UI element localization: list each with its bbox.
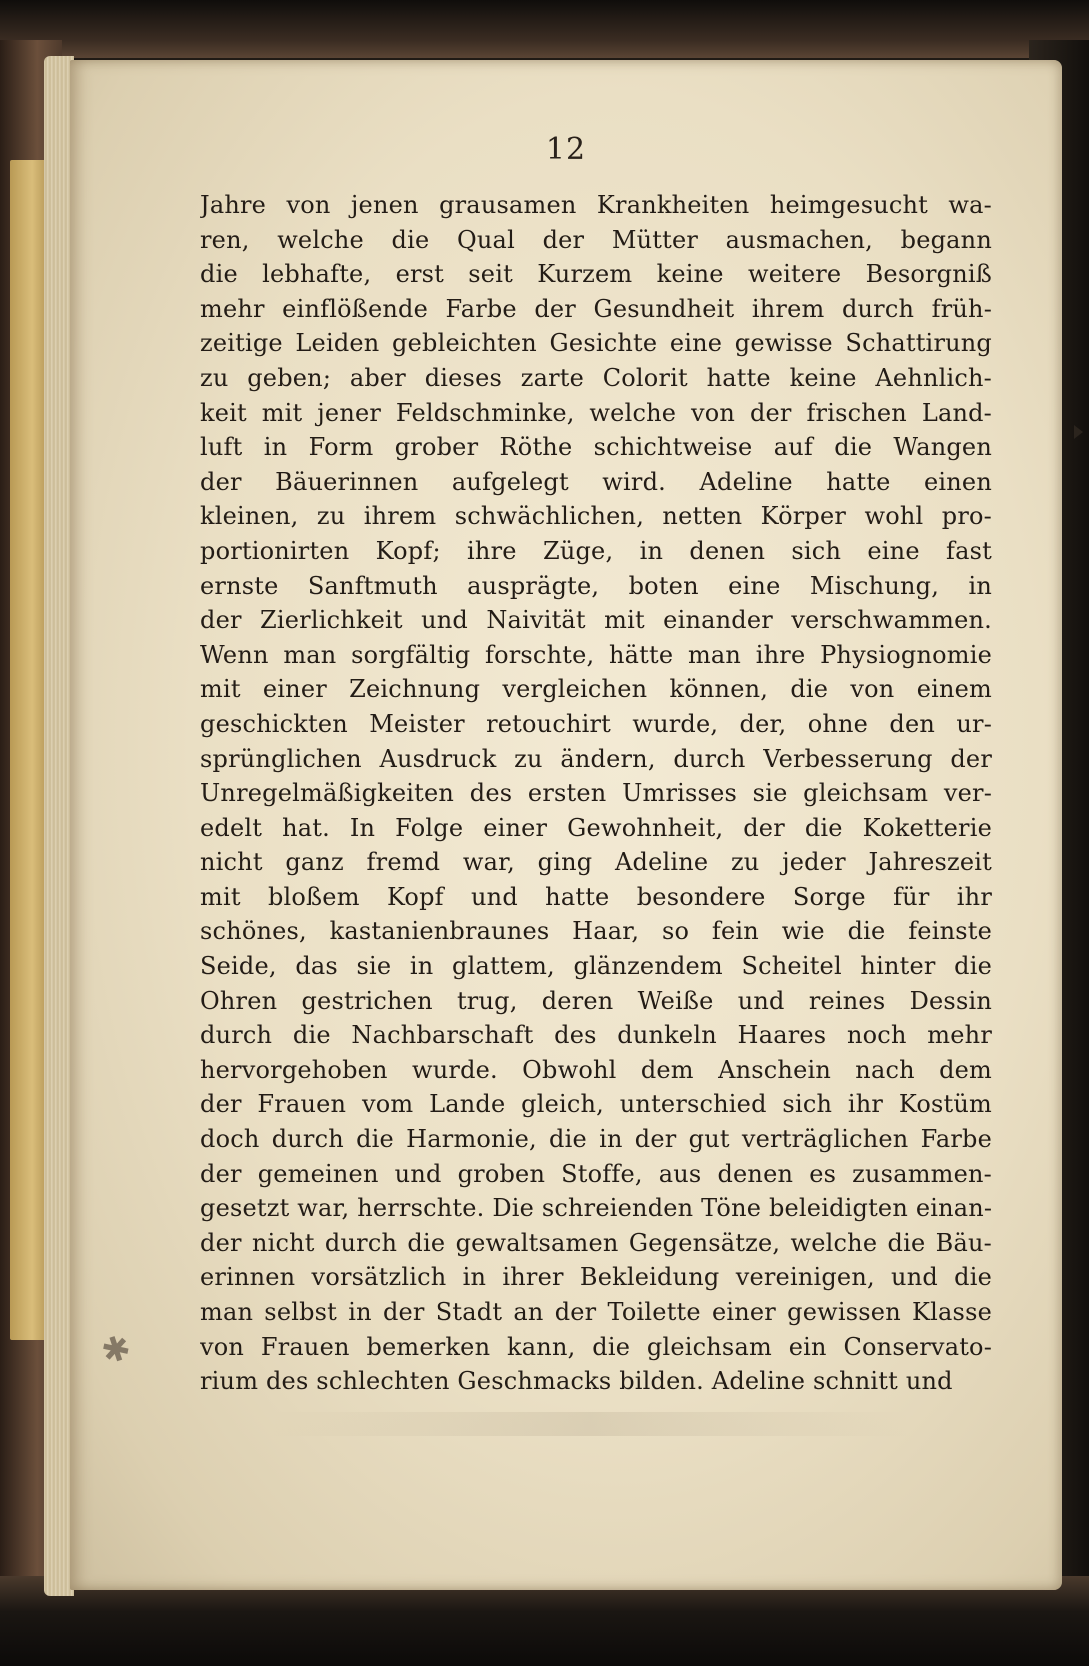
page-number: 12	[545, 132, 587, 167]
text-line: der Bäuerinnen aufgelegt wird. Adeline hatte einen	[200, 467, 992, 496]
text-line: ernste Sanftmuth ausprägte, boten eine Mischung, in	[200, 571, 992, 600]
text-line: zu geben; aber dieses zarte Colorit hatte keine Aehnlich-	[200, 363, 992, 392]
text-line: die lebhafte, erst seit Kurzem keine weitere Besorgniß	[200, 260, 992, 289]
book-page	[70, 60, 1062, 1590]
text-line: keit mit jener Feldschminke, welche von der frischen Land-	[200, 398, 992, 427]
text-line: der Frauen vom Lande gleich, unterschied sich ihr Kostüm	[200, 1090, 992, 1119]
text-line: erinnen vorsätzlich in ihrer Bekleidung vereinigen, und die	[200, 1263, 992, 1292]
bleed-through-text	[270, 1412, 910, 1436]
text-line: der gemeinen und groben Stoffe, aus denen es zusammen-	[200, 1159, 992, 1188]
text-line: ren, welche die Qual der Mütter ausmachen, begann	[200, 225, 992, 254]
text-line: der nicht durch die gewaltsamen Gegensätze, welche die Bäu-	[200, 1228, 992, 1257]
ink-blot-mark: ✱	[96, 1326, 136, 1374]
book-cover-top	[0, 0, 1089, 58]
text-line: luft in Form grober Röthe schichtweise auf die Wangen	[200, 433, 992, 462]
text-line: gesetzt war, herrschte. Die schreienden Töne beleidigten einan-	[200, 1194, 992, 1223]
text-line: nicht ganz fremd war, ging Adeline zu jeder Jahreszeit	[200, 848, 992, 877]
text-line: von Frauen bemerken kann, die gleichsam ein Conservato-	[200, 1332, 992, 1361]
margin-arrow-icon	[1074, 425, 1083, 439]
text-line: Wenn man sorgfältig forschte, hätte man ihre Physiognomie	[200, 640, 992, 669]
text-line: mehr einflößende Farbe der Gesundheit ihrem durch früh-	[200, 294, 992, 323]
text-line: edelt hat. In Folge einer Gewohnheit, der die Koketterie	[200, 813, 992, 842]
text-line: Ohren gestrichen trug, deren Weiße und reines Dessin	[200, 986, 992, 1015]
text-line: kleinen, zu ihrem schwächlichen, netten Körper wohl pro-	[200, 502, 992, 531]
page-text	[200, 188, 992, 1399]
text-line: Seide, das sie in glattem, glänzendem Scheitel hinter die	[200, 952, 992, 981]
text-line: man selbst in der Stadt an der Toilette einer gewissen Klasse	[200, 1298, 992, 1326]
text-line: schönes, kastanienbraunes Haar, so fein wie die feinste	[200, 917, 992, 946]
text-line: Jahre von jenen grausamen Krankheiten heimgesucht wa-	[200, 191, 992, 219]
text-line: der Zierlichkeit und Naivität mit einander verschwammen.	[200, 606, 992, 635]
text-line: portionirten Kopf; ihre Züge, in denen sich eine fast	[200, 536, 992, 565]
text-line: mit einer Zeichnung vergleichen können, die von einem	[200, 675, 992, 704]
text-line: zeitige Leiden gebleichten Gesichte eine gewisse Schattirung	[200, 329, 992, 358]
text-line: rium des schlechten Geschmacks bilden. Adeline schnitt und	[200, 1367, 953, 1396]
text-line: sprünglichen Ausdruck zu ändern, durch Verbesserung der	[200, 744, 992, 773]
text-line: durch die Nachbarschaft des dunkeln Haares noch mehr	[200, 1021, 992, 1050]
text-line: doch durch die Harmonie, die in der gut verträglichen Farbe	[200, 1125, 992, 1154]
text-line: Unregelmäßigkeiten des ersten Umrisses sie gleichsam ver-	[200, 779, 992, 808]
text-line: hervorgehoben wurde. Obwohl dem Anschein nach dem	[200, 1055, 992, 1084]
text-line: geschickten Meister retouchirt wurde, der, ohne den ur-	[200, 709, 992, 738]
text-line: mit bloßem Kopf und hatte besondere Sorge für ihr	[200, 882, 992, 911]
